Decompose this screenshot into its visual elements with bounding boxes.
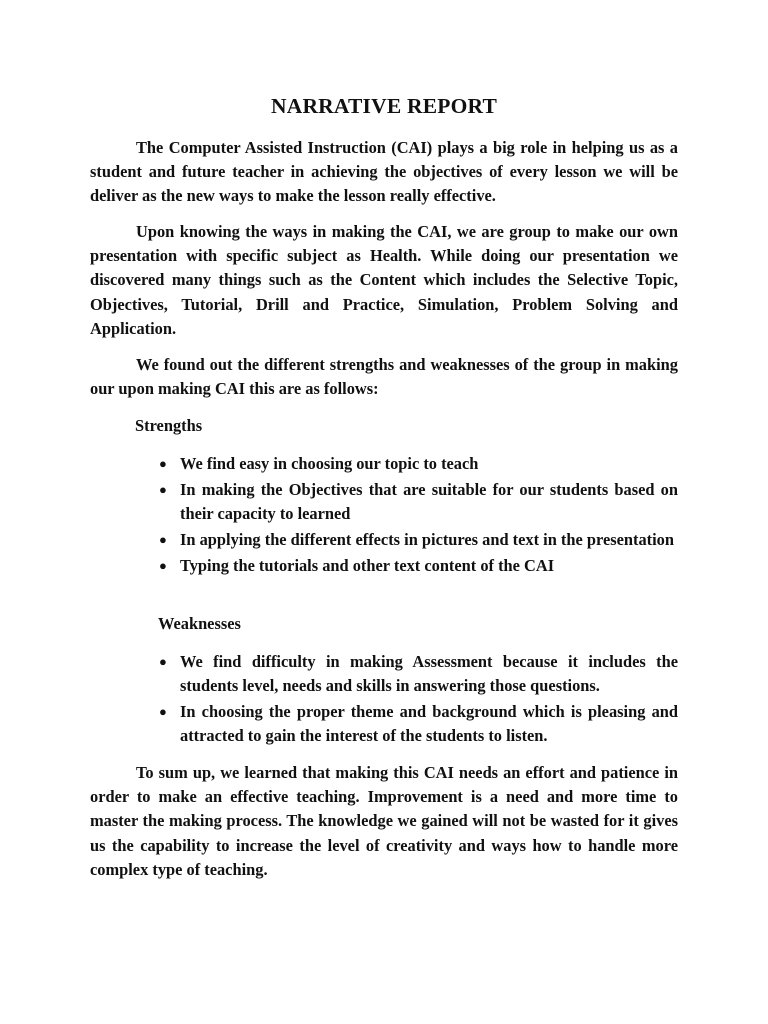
list-item bbox=[135, 554, 678, 578]
list-item-text: Typing the tutorials and other text content of the CAI bbox=[180, 556, 555, 576]
list-item bbox=[135, 478, 678, 526]
strengths-heading: Strengths bbox=[135, 416, 203, 435]
bullet-icon: ● bbox=[159, 654, 167, 669]
strengths-list bbox=[135, 452, 678, 580]
conclusion-paragraph: To sum up, we learned that making this CAI needs an effort and patience in order to make an effective teaching. Improvement is a need and more time to master the making process. The knowledge we gained will not be wasted for it gives us the capability to increase the level of creativity and ways how to handle more complex type of teaching. bbox=[90, 763, 678, 879]
strengths-weaknesses-intro-paragraph: We found out the different strengths and weaknesses of the group in making our upon making CAI this are as follows: bbox=[90, 355, 678, 399]
list-item bbox=[135, 700, 678, 748]
bullet-icon: ● bbox=[159, 456, 167, 471]
list-item bbox=[135, 650, 678, 698]
bullet-icon: ● bbox=[159, 482, 167, 497]
bullet-icon: ● bbox=[159, 558, 167, 574]
weaknesses-list bbox=[135, 650, 678, 750]
page-title: NARRATIVE REPORT bbox=[270, 94, 498, 118]
list-item bbox=[135, 528, 678, 552]
bullet-icon: ● bbox=[159, 704, 167, 720]
process-paragraph: Upon knowing the ways in making the CAI, we are group to make our own presentation with specific subject as Health. While doing our presentation we discovered many things such as the Content which includes the Selective Topic, Objectives, Tutorial, Drill and Practice, Simulation, Problem Solving and Application. bbox=[90, 222, 678, 338]
list-item-text: We find easy in choosing our topic to teach bbox=[180, 454, 479, 473]
list-item-text: In making the Objectives that are suitable for our students based on their capacity to learned bbox=[180, 480, 678, 524]
list-item-text: In choosing the proper theme and background which is pleasing and attracted to gain the interest of the students to listen. bbox=[180, 702, 678, 746]
intro-paragraph: The Computer Assisted Instruction (CAI) plays a big role in helping us as a student and future teacher in achieving the objectives of every lesson we will be deliver as the new ways to make the lesson really effective. bbox=[90, 138, 678, 206]
list-item-text: We find difficulty in making Assessment because it includes the students level, needs and skills in answering those questions. bbox=[180, 652, 678, 696]
weaknesses-heading: Weaknesses bbox=[158, 614, 241, 633]
list-item bbox=[135, 452, 678, 476]
bullet-icon: ● bbox=[159, 532, 167, 548]
list-item-text: In applying the different effects in pictures and text in the presentation bbox=[180, 530, 674, 550]
